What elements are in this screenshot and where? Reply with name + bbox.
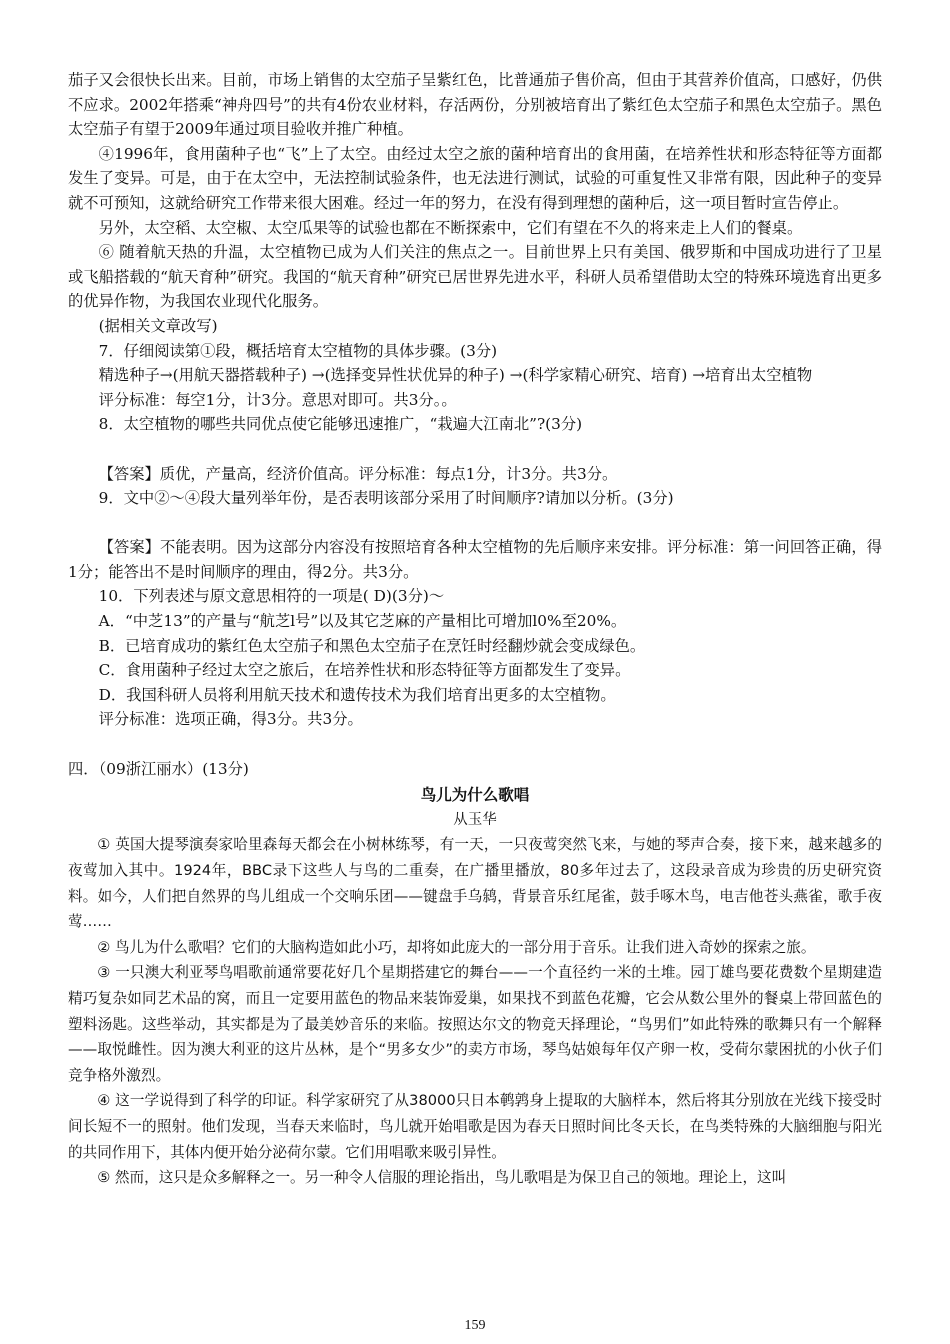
blank-line	[68, 511, 882, 536]
question-10-option-b: B．已培育成功的紫红色太空茄子和黑色太空茄子在烹饪时经翻炒就会变成绿色。	[98, 636, 646, 655]
paragraph-4: ④1996年，食用菌种子也“飞”上了太空。由经过太空之旅的菌种培育出的食用菌，在培养性状和形态特征等方面都发生了变异。可是，由于在太空中，无法控制试验条件，也无法进行测试，试验的可重复性又非常有限，因此种子的变异就不可预知，这就给研究工作带来很大困难。经过一年的努力，在没有得到理想的菌种后，这一项目暂时宣告停止。	[68, 144, 882, 212]
source-note: (据相关文章改写)	[98, 316, 218, 335]
question-7-answer: 精选种子→(用航天器搭载种子) →(选择变异性状优异的种子) →(科学家精心研究、培育) →培育出太空植物	[98, 366, 813, 385]
question-8: 8．太空植物的哪些共同优点使它能够迅速推广，“栽遍大江南北”?(3分)	[98, 415, 583, 434]
question-10-option-d: D．我国科研人员将利用航天技术和遗传技术为我们培育出更多的太空植物。	[98, 685, 616, 704]
article-paragraph-3: ③ 一只澳大利亚琴鸟唱歌前通常要花好几个星期搭建它的舞台——一个直径约一米的土堆。园丁雄鸟要花费数个星期建造精巧复杂如同艺术品的窝，而且一定要用蓝色的物品来装饰爱巢，如果找不到蓝色花瓣，它会从数公里外的餐桌上带回蓝色的塑料汤匙。这些举动，其实都是为了最美妙音乐的来临。按照达尔文的物竞天择理论，“鸟男们”如此特殊的歌舞只有一个解释——取悦雌性。因为澳大利亚的这片丛林，是个“男多女少”的卖方市场，琴鸟姑娘每年仅产卵一枚，受荷尔蒙困扰的小伙子们竞争格外激烈。	[68, 964, 882, 1084]
article-paragraph-5: ⑤ 然而，这只是众多解释之一。另一种令人信服的理论指出，鸟儿歌唱是为保卫自己的领地。理论上，这叫	[97, 1169, 787, 1187]
section-heading: 四．（09浙江丽水）(13分)	[68, 759, 249, 778]
blank-line	[68, 732, 882, 757]
article-title: 鸟儿为什么歌唱	[420, 786, 530, 805]
paragraph-extra: 另外，太空稻、太空椒、太空瓜果等的试验也都在不断探索中，它们有望在不久的将来走上人们的餐桌。	[98, 218, 803, 237]
paragraph-6: ⑥ 随着航天热的升温，太空植物已成为人们关注的焦点之一。目前世界上只有美国、俄罗斯和中国成功进行了卫星或飞船搭载的“航天育种”研究。我国的“航天育种”研究已居世界先进水平，科研人员希望借助太空的特殊环境选育出更多的优异作物，为我国农业现代化服务。	[68, 243, 882, 311]
blank-line	[68, 437, 882, 462]
question-8-answer: 【答案】质优，产量高，经济价值高。评分标准：每点1分，计3分。共3分。	[98, 464, 618, 483]
question-7: 7．仔细阅读第①段，概括培育太空植物的具体步骤。(3分)	[98, 341, 498, 360]
document-page	[68, 68, 882, 1191]
question-10-option-c: C．食用菌种子经过太空之旅后，在培养性状和形态特征等方面都发生了变异。	[98, 661, 631, 680]
article-paragraph-4: ④ 这一学说得到了科学的印证。科学家研究了从38000只日本鹌鹑身上提取的大脑样本，然后将其分别放在光线下接受时间长短不一的照射。他们发现，当春天来临时，鸟儿就开始唱歌是因为春天日照时间比冬天长，在鸟类特殊的大脑细胞与阳光的共同作用下，其体内便开始分泌荷尔蒙。它们用唱歌来吸引异性。	[68, 1092, 882, 1161]
page-number: 159	[464, 1318, 486, 1333]
paragraph-continued: 茄子又会很快长出来。目前，市场上销售的太空茄子呈紫红色，比普通茄子售价高，但由于其营养价值高，口感好，仍供不应求。2002年搭乘“神舟四号”的共有4份农业材料，存活两份，分别被培育出了紫红色太空茄子和黑色太空茄子。黑色太空茄子有望于2009年通过项目验收并推广种植。	[68, 71, 882, 139]
article-paragraph-2: ② 鸟儿为什么歌唱？它们的大脑构造如此小巧，却将如此庞大的一部分用于音乐。让我们进入奇妙的探索之旅。	[97, 938, 816, 956]
question-9-answer: 【答案】不能表明。因为这部分内容没有按照培育各种太空植物的先后顺序来安排。评分标准：第一问回答正确，得1分；能答出不是时间顺序的理由，得2分。共3分。	[68, 538, 882, 581]
question-10: 10．下列表述与原文意思相符的一项是( D)(3分)～	[98, 587, 445, 606]
question-10-option-a: A．“中芝13”的产量与“航芝l号”以及其它芝麻的产量相比可增加l0%至20%。	[98, 612, 627, 631]
question-7-scoring: 评分标准：每空1分，计3分。意思对即可。共3分。。	[98, 390, 457, 409]
question-9: 9．文中②～④段大量列举年份，是否表明该部分采用了时间顺序?请加以分析。(3分)	[98, 489, 674, 508]
article-author: 从玉华	[453, 811, 497, 828]
article-paragraph-1: ① 英国大提琴演奏家哈里森每天都会在小树林练琴，有一天，一只夜莺突然飞来，与她的琴声合奏，接下来，越来越多的夜莺加入其中。1924年，BBC录下这些人与鸟的二重奏，在广播里播放，80多年过去了，这段录音成为珍贵的历史研究资料。如今，人们把自然界的鸟儿组成一个交响乐团——键盘手乌鸫，背景音乐红尾雀，鼓手啄木鸟，电吉他苍头燕雀，歌手夜莺……	[68, 836, 882, 931]
question-10-scoring: 评分标准：选项正确，得3分。共3分。	[98, 710, 363, 729]
